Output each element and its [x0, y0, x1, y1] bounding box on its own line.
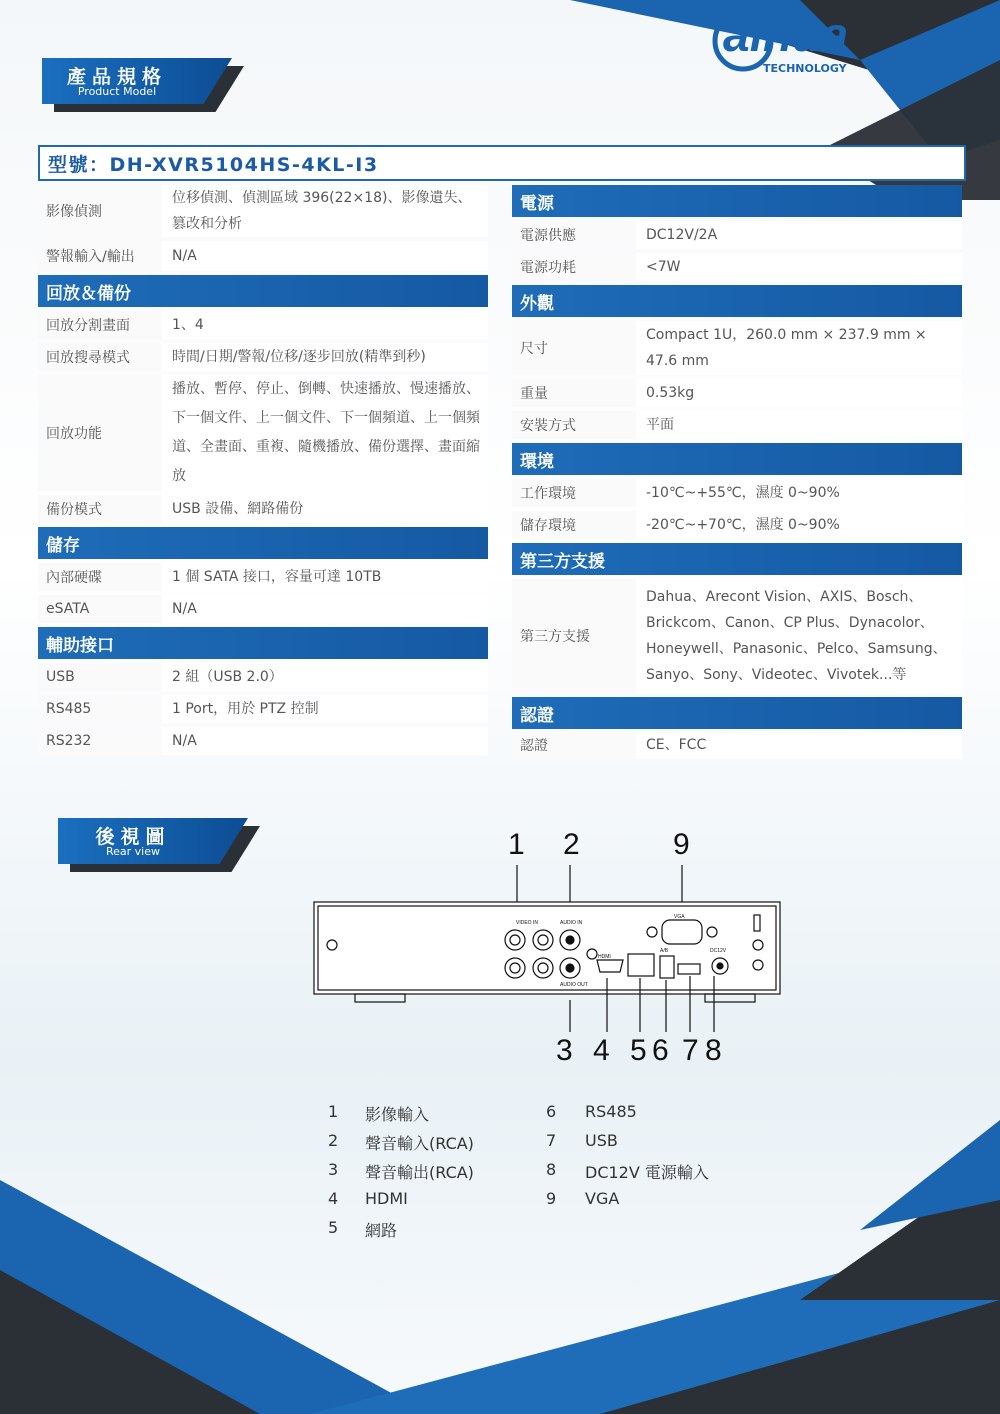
callout-7: 7	[682, 1034, 699, 1067]
row-label: 電源供應	[512, 221, 636, 249]
section-header-third-party: 第三方支援	[512, 543, 962, 575]
callout-9: 9	[673, 828, 690, 861]
row-value: 1 Port，用於 PTZ 控制	[172, 701, 319, 717]
table-row	[38, 241, 488, 271]
table-row	[38, 663, 488, 691]
logo-text: alhua	[723, 9, 849, 62]
table-row	[38, 695, 488, 723]
table-row	[512, 253, 962, 281]
legend-num: 5	[328, 1218, 339, 1237]
section-header-appearance: 外觀	[512, 285, 962, 317]
row-label: 工作環境	[512, 479, 636, 507]
spec-tag-subtitle: Product Model	[77, 85, 157, 98]
table-row	[38, 375, 488, 491]
table-row	[38, 727, 488, 755]
spec-section-tag	[42, 58, 232, 104]
callout-6: 6	[652, 1034, 669, 1067]
legend-text: 影像輸入	[365, 1105, 430, 1124]
legend-num: 1	[328, 1102, 339, 1121]
legend-num: 7	[546, 1131, 557, 1150]
row-label: 尺寸	[512, 321, 636, 375]
legend-text: 聲音輸出(RCA)	[365, 1163, 474, 1182]
callout-2: 2	[563, 828, 580, 861]
callout-3: 3	[556, 1034, 573, 1067]
row-value: Compact 1U，260.0 mm × 237.9 mm × 47.6 mm	[646, 327, 927, 369]
row-label: 回放搜尋模式	[38, 343, 162, 371]
row-label: 第三方支援	[512, 579, 636, 693]
rear-tag-title: 後視圖	[95, 826, 171, 848]
table-row	[512, 731, 962, 759]
table-row	[38, 563, 488, 591]
legend-num: 8	[546, 1160, 557, 1179]
callout-8: 8	[705, 1034, 722, 1067]
legend-text: RS485	[585, 1102, 637, 1121]
legend-text: USB	[585, 1131, 618, 1150]
section-header-environment: 環境	[512, 443, 962, 475]
row-label: 內部硬碟	[38, 563, 162, 591]
row-value: N/A	[172, 601, 197, 617]
row-label: 警報輸入/輸出	[38, 241, 162, 271]
row-label: 安裝方式	[512, 411, 636, 439]
row-label: 回放功能	[38, 375, 162, 491]
row-value: N/A	[172, 248, 197, 264]
logo-subtext: TECHNOLOGY	[763, 62, 847, 75]
row-label: 認證	[512, 731, 636, 759]
section-header-playback: 回放＆備份	[38, 275, 488, 307]
left-spec-table	[38, 185, 488, 757]
row-label: 回放分割畫面	[38, 311, 162, 339]
row-value: 時間/日期/警報/位移/逐步回放(精準到秒)	[172, 349, 426, 365]
label-ab: A/B	[660, 948, 669, 954]
table-row	[512, 379, 962, 407]
legend-text: VGA	[585, 1189, 620, 1208]
legend-text: 聲音輸入(RCA)	[365, 1134, 474, 1153]
legend-num: 3	[328, 1160, 339, 1179]
callout-5: 5	[630, 1034, 647, 1067]
legend-text: DC12V 電源輸入	[585, 1163, 709, 1182]
row-value: 0.53kg	[646, 385, 695, 401]
row-value: -10℃~+55℃，濕度 0~90%	[646, 485, 840, 501]
table-row	[512, 579, 962, 693]
table-row	[512, 321, 962, 375]
model-bar	[38, 145, 966, 181]
section-header-certification: 認證	[512, 697, 962, 729]
rear-view-tag	[58, 818, 248, 864]
row-label: USB	[38, 663, 162, 691]
label-audio-in: AUDIO IN	[560, 920, 583, 926]
label-vga: VGA	[674, 914, 685, 920]
row-label: 儲存環境	[512, 511, 636, 539]
label-video-in: VIDEO IN	[516, 920, 538, 926]
table-row	[512, 221, 962, 249]
row-value: 1 個 SATA 接口，容量可達 10TB	[172, 569, 382, 585]
row-value: 播放、暫停、停止、倒轉、快速播放、慢速播放、下一個文件、上一個文件、下一個頻道、上一個頻道、全畫面、重複、隨機播放、備份選擇、畫面縮放	[172, 381, 480, 484]
row-label: eSATA	[38, 595, 162, 623]
table-row	[38, 311, 488, 339]
table-row	[38, 595, 488, 623]
row-label: RS485	[38, 695, 162, 723]
row-value: <7W	[646, 259, 681, 275]
row-label: RS232	[38, 727, 162, 755]
label-audio-out: AUDIO OUT	[560, 982, 588, 988]
row-value: Dahua、Arecont Vision、AXIS、Bosch、Brickcom、Canon、CP Plus、Dynacolor、Honeywell、Panasonic、Pelco、Samsung、Sanyo、Sony、Videotec、Vivotek...等	[646, 589, 947, 683]
row-value: USB 設備、網路備份	[172, 501, 304, 517]
table-row	[512, 479, 962, 507]
section-header-storage: 儲存	[38, 527, 488, 559]
label-hdmi: HDMI	[598, 954, 611, 960]
callout-1: 1	[508, 828, 525, 861]
spec-tag-title: 產品規格	[66, 66, 167, 88]
row-label: 備份模式	[38, 495, 162, 523]
model-title: 型號：DH-XVR5104HS-4KL-I3	[48, 154, 379, 176]
row-value: N/A	[172, 733, 197, 749]
legend-text: HDMI	[365, 1189, 408, 1208]
row-label: 重量	[512, 379, 636, 407]
row-value: 1、4	[172, 317, 204, 333]
table-row	[512, 411, 962, 439]
row-value: -20℃~+70℃，濕度 0~90%	[646, 517, 840, 533]
right-spec-table	[512, 185, 962, 760]
legend-num: 4	[328, 1189, 339, 1208]
table-row	[38, 495, 488, 523]
section-header-power: 電源	[512, 185, 962, 217]
legend-text: 網路	[365, 1221, 398, 1240]
rear-panel-diagram	[310, 860, 790, 1040]
row-value: DC12V/2A	[646, 227, 718, 243]
callout-4: 4	[593, 1034, 610, 1067]
row-label: 影像偵測	[38, 185, 162, 237]
row-value: CE、FCC	[646, 737, 707, 753]
row-value: 位移偵測、偵測區域 396(22×18)、影像遺失、篡改和分析	[172, 190, 472, 232]
table-row	[512, 511, 962, 539]
legend-num: 6	[546, 1102, 557, 1121]
brand-logo	[705, 8, 900, 78]
row-label: 電源功耗	[512, 253, 636, 281]
legend-num: 2	[328, 1131, 339, 1150]
row-value: 2 組（USB 2.0）	[172, 669, 283, 685]
table-row	[38, 343, 488, 371]
row-value: 平面	[646, 417, 674, 433]
section-header-aux: 輔助接口	[38, 627, 488, 659]
label-dc: DC12V	[710, 948, 727, 954]
table-row	[38, 185, 488, 237]
legend-num: 9	[546, 1189, 557, 1208]
rear-tag-subtitle: Rear view	[105, 845, 160, 858]
